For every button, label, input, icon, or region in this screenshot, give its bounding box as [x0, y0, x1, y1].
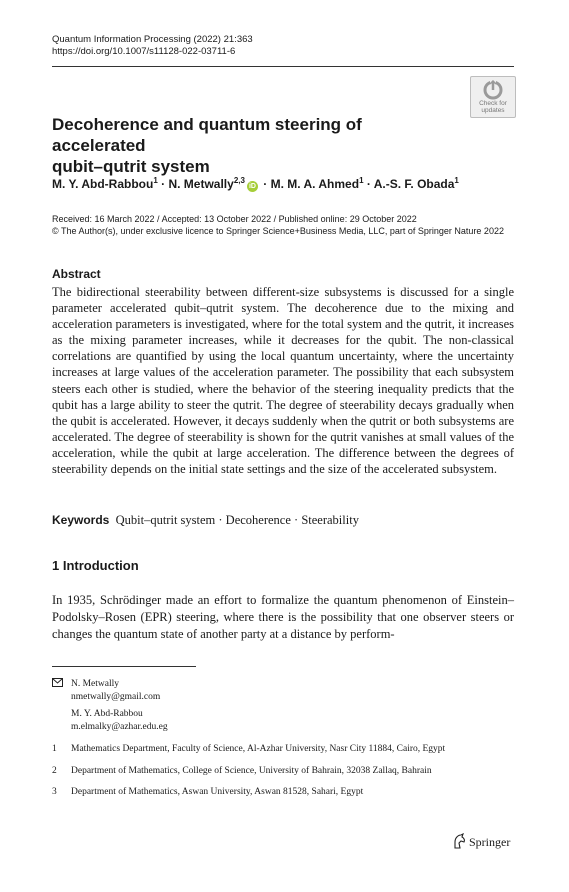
corresponding-author-email[interactable]: nmetwally@gmail.com [71, 691, 161, 702]
corresponding-author-email[interactable]: m.elmalky@azhar.edu.eg [71, 721, 168, 732]
title-line-1: Decoherence and quantum steering of accelerated [52, 115, 362, 155]
journal-header [52, 34, 253, 58]
publisher-logo [452, 833, 510, 850]
correspondence-block [52, 678, 514, 733]
author-name[interactable]: M. Y. Abd-Rabbou [52, 177, 154, 191]
author-affiliation-mark: 2,3 [233, 176, 245, 185]
affiliation-text: Department of Mathematics, Aswan University, Aswan 81528, Sahari, Egypt [71, 787, 364, 797]
affiliation-item [52, 786, 514, 799]
section-heading-introduction: 1 Introduction [52, 558, 139, 573]
keywords-label: Keywords [52, 513, 110, 527]
journal-citation: Quantum Information Processing (2022) 21:363 [52, 34, 253, 45]
corresponding-author-name: N. Metwally [71, 679, 120, 689]
header-rule [52, 66, 514, 67]
author-name[interactable]: A.-S. F. Obada [373, 177, 455, 191]
author-list: M. Y. Abd-Rabbou$^1$ · N. Metwally$^{2,3}$iD · M. M. A. Ahmed$^1$ · A.-S. F. Obada$^1$ [52, 176, 459, 191]
springer-horse-icon [452, 833, 466, 849]
check-updates-label-2: updates [481, 107, 505, 114]
keywords [52, 513, 359, 528]
affiliation-number: 3 [52, 787, 57, 797]
introduction-text: In 1935, Schrödinger made an effort to formalize the quantum phenomenon of Einstein–Podolsky–Rosen (EPR) steering, where there is the possibility that one observer steers or changes the quantum state of another party at a distance by perform- [52, 593, 514, 641]
publication-dates [52, 213, 504, 237]
copyright-notice: © The Author(s), under exclusive licence to Springer Science+Business Media, LLC, part of Springer Nature 2022 [52, 226, 504, 236]
footnote-rule [52, 666, 196, 667]
affiliation-number: 2 [52, 765, 57, 776]
orcid-icon[interactable]: iD [248, 183, 256, 190]
title-line-2: qubit–qutrit system [52, 157, 210, 176]
check-updates-icon [482, 80, 504, 100]
footnotes [52, 678, 514, 799]
abstract-text: The bidirectional steerability between different-size subsystems is discussed for a single parameter accelerated qubit–qutrit system. The decoherence due to the mixing and acceleration parameters is investigated, where for the total system and the qutrit, it increases as the mixing parameter increases, while it decreases for the qubit. The non-classical correlations are quantified by using the local quantum uncertainty, where the uncertainty increases at large values of the acceleration parameter. The possibility that each subsystem steers each other is studied, where the behavior of the steering inequality predicts that the qubit has a large ability to steer the qutrit. The degree of steerability decays gradually when the qubit is accelerated. However, it decays suddenly when the qutrit or both subsystems are accelerated. The degree of steerability is shown for the qutrit vanishes at small values of the acceleration, while the qubit at large acceleration. The difference between the degrees of steerability depends on the initial state settings and the size of the accelerated subsystem. [52, 285, 514, 477]
author-affiliation-mark: 1 [359, 176, 364, 185]
doi-link[interactable]: https://doi.org/10.1007/s11128-022-03711-6 [52, 46, 236, 57]
author-affiliation-mark: 1 [153, 176, 158, 185]
affiliation-text: Mathematics Department, Faculty of Science, Al-Azhar University, Nasr City 11884, Cairo, Egypt [71, 744, 446, 754]
check-updates-label-1: Check for [479, 100, 507, 107]
affiliation-item [52, 743, 514, 756]
keywords-list: Qubit–qutrit system · Decoherence · Steerability [115, 513, 359, 527]
history-dates: Received: 16 March 2022 / Accepted: 13 October 2022 / Published online: 29 October 2022 [52, 214, 417, 224]
abstract-heading: Abstract [52, 267, 101, 281]
envelope-icon [52, 678, 63, 692]
author-affiliation-mark: 1 [454, 176, 459, 185]
corresponding-author-name: M. Y. Abd-Rabbou [71, 709, 143, 719]
publisher-name: Springer [469, 835, 511, 849]
affiliation-text: Department of Mathematics, College of Science, University of Bahrain, 32038 Zallaq, Bahrain [71, 765, 432, 776]
author-name[interactable]: N. Metwally [168, 177, 234, 191]
check-for-updates-badge[interactable] [470, 76, 516, 118]
affiliation-number: 1 [52, 744, 57, 754]
author-name[interactable]: M. M. A. Ahmed [270, 177, 360, 191]
affiliation-item [52, 765, 514, 778]
paper-title [52, 114, 452, 177]
